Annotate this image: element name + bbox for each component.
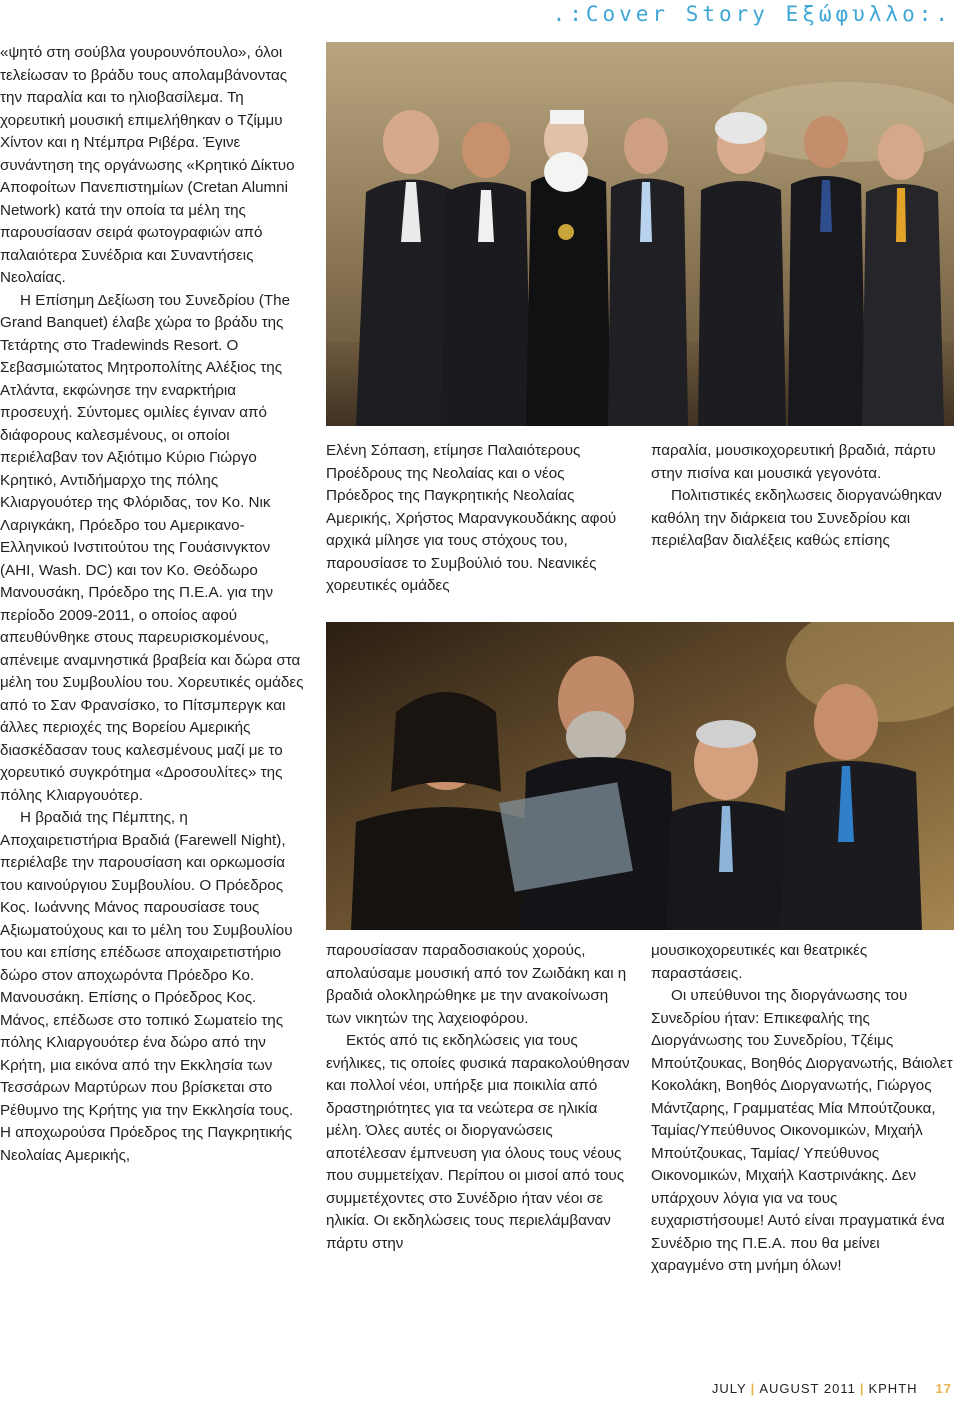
paragraph: «ψητό στη σούβλα γουρουνόπουλο», όλοι τελείωσαν το βράδυ τους απολαμβάνοντας την παραλία και το ηλιοβασίλεμα. Τη χορευτική μουσική επιμελήθηκαν ο Τζίμμυ Χίντον και η Ντέμπρα Ριβέρα. Έγινε συνάντηση της οργάνωσης «Κρητικό Δίκτυο Αποφοίτων Πανεπιστημίων (Cretan Alumni Network) κατά την οποία τα μέλη της παρουσίασαν σειρά φωτογραφιών από παλαιότερα Συνέδρια και Συναντήσεις Νεολαίας.	[0, 44, 295, 286]
article-column-2a	[326, 440, 632, 598]
page-header-title: .:Cover Story Εξώφυλλο:.	[552, 2, 952, 26]
award-photo-image	[326, 622, 954, 930]
footer-issue-date: AUGUST 2011	[759, 1381, 856, 1396]
group-photo-image	[326, 42, 954, 426]
award-photo	[326, 622, 954, 930]
paragraph: Εκτός από τις εκδηλώσεις για τους ενήλικες, τις οποίες φυσικά παρακολούθησαν και πολλοί νέοι, υπήρξε μια ποικιλία από δραστηριότητες για τα νεώτερα σε ηλικία μέλη. Όλες αυτές οι διοργανώσεις αποτέλεσαν έμπνευση για όλους τους νέους που συμμετείχαν. Περίπου οι μισοί από τους συμμετέχοντες στο Συνέδριο ήταν νέοι σε ηλικία. Οι εκδηλώσεις τους περιελάμβαναν πάρτυ στην	[326, 1032, 630, 1252]
paragraph: Η Επίσημη Δεξίωση του Συνεδρίου (The Grand Banquet) έλαβε χώρα το βράδυ της Τετάρτης στο Tradewinds Resort. Ο Σεβασμιώτατος Μητροπολίτης Αλέξιος της Ατλάντα, εκφώνησε την εναρκτήρια προσευχή. Σύντομες ομιλίες έγιναν από διάφορους καλεσμένους, οι οποίοι περιέλαβαν τον Αξιότιμο Κύριο Γιώργο Κρητικό, Αντιδήμαρχο της πόλης Κλιαργουότερ της Φλόριδας, τον Κο. Νικ Λαριγκάκη, Πρόεδρο του Αμερικανο-Ελληνικού Ινστιτούτου της Γουάσινγκτον (AHI, Wash. DC) και τον Κο. Θεόδωρο Μανουσάκη, Πρόεδρο της Π.Ε.Α. για την περίοδο 2009-2011, ο οποίος αφού απευθύνθηκε στους παρευρισκομένους, απένειμε αναμνηστικά βραβεία και δώρα στα μέλη του Συμβουλίου του. Χορευτικές ομάδες από το Σαν Φρανσίσκο, το Πίτσμπεργκ και άλλες περιοχές της Βορείου Αμερικής διασκέδασαν τους καλεσμένους μαζί με το χορευτικό συγκρότημα «Δροσουλίτες» της πόλης Κλιαργουότερ.	[0, 291, 304, 804]
paragraph: παραλία, μουσικοχορευτική βραδιά, πάρτυ στην πισίνα και μουσικά γεγονότα.	[651, 442, 936, 482]
article-column-1	[0, 42, 305, 1167]
footer-separator: |	[750, 1381, 756, 1396]
page-number: 17	[935, 1381, 952, 1396]
article-column-2b	[651, 440, 953, 553]
article-column-3a	[326, 940, 632, 1255]
group-photo	[326, 42, 954, 426]
footer-magazine-name: ΚΡΗΤΗ	[868, 1381, 918, 1396]
paragraph: Πολιτιστικές εκδηλωσεις διοργανώθηκαν καθόλη την διάρκεια του Συνεδρίου και περιέλαβαν διαλέξεις καθώς επίσης	[651, 487, 942, 549]
paragraph: Οι υπεύθυνοι της διοργάνωσης του Συνεδρίου ήταν: Επικεφαλής της Διοργάνωσης του Συνεδρίου, Τζέιμς Μπούτζουκας, Βοηθός Διοργανωτής, Βάιολετ Κοκολάκη, Βοηθός Διοργανωτής, Γιώργος Μάντζαρης, Γραμματέας Μία Μπούτζουκα, Ταμίας/Υπεύθυνος Οικονομικών, Μιχαήλ Μπούτζουκας, Ταμίας/ Υπεύθυνος Οικονομικών, Μιχαήλ Καστρινάκης. Δεν υπάρχουν λόγια για να τους ευχαριστήσουμε! Αυτό είναι πραγματικά ένα Συνέδριο της Π.Ε.Α. που θα μείνει χαραγμένο στη μνήμη όλων!	[651, 987, 953, 1274]
footer-issue-month: JULY	[711, 1381, 747, 1396]
paragraph: μουσικοχορευτικές και θεατρικές παραστάσεις.	[651, 942, 868, 982]
article-column-3b	[651, 940, 953, 1278]
paragraph: παρουσίασαν παραδοσιακούς χορούς, απολαύσαμε μουσική από τον Ζωιδάκη και η βραδιά ολοκληρώθηκε με την ανακοίνωση των νικητών της λαχειοφόρου.	[326, 942, 627, 1027]
footer-separator: |	[859, 1381, 865, 1396]
page-footer	[712, 1381, 952, 1396]
paragraph: Ελένη Σόπαση, ετίμησε Παλαιότερους Προέδρους της Νεολαίας και ο νέος Πρόεδρος της Παγκρητικής Νεολαίας Αμερικής, Χρήστος Μαρανγκουδάκης αφού αρχικά μίλησε για τους στόχους του, παρουσίασε το Συμβούλιό του. Νεανικές χορευτικές ομάδες	[326, 442, 617, 594]
paragraph: Η βραδιά της Πέμπτης, η Αποχαιρετιστήρια Βραδιά (Farewell Night), περιέλαβε την παρουσίαση και ορκωμοσία του καινούργιου Συμβουλίου. Ο Πρόεδρος Κος. Ιωάννης Μάνος παρουσίασε τους Αξιωματούχους και το μέλη του Συμβουλίου του και επίσης επέδωσε αποχαιρετιστήριο δώρο στον αποχωρόντα Πρόεδρο Κο. Μανουσάκη. Επίσης ο Πρόεδρος Κος. Μάνος, επέδωσε στο τοπικό Σωματείο της πόλης Κλιαργουότερ ένα δώρο από την Κρήτη, μια εικόνα από την Εκκλησία των Τεσσάρων Μαρτύρων που βρίσκεται στο Ρέθυμνο της Κρήτης για την Εκκλησία τους. Η αποχωρούσα Πρόεδρος της Παγκρητικής Νεολαίας Αμερικής,	[0, 809, 294, 1164]
